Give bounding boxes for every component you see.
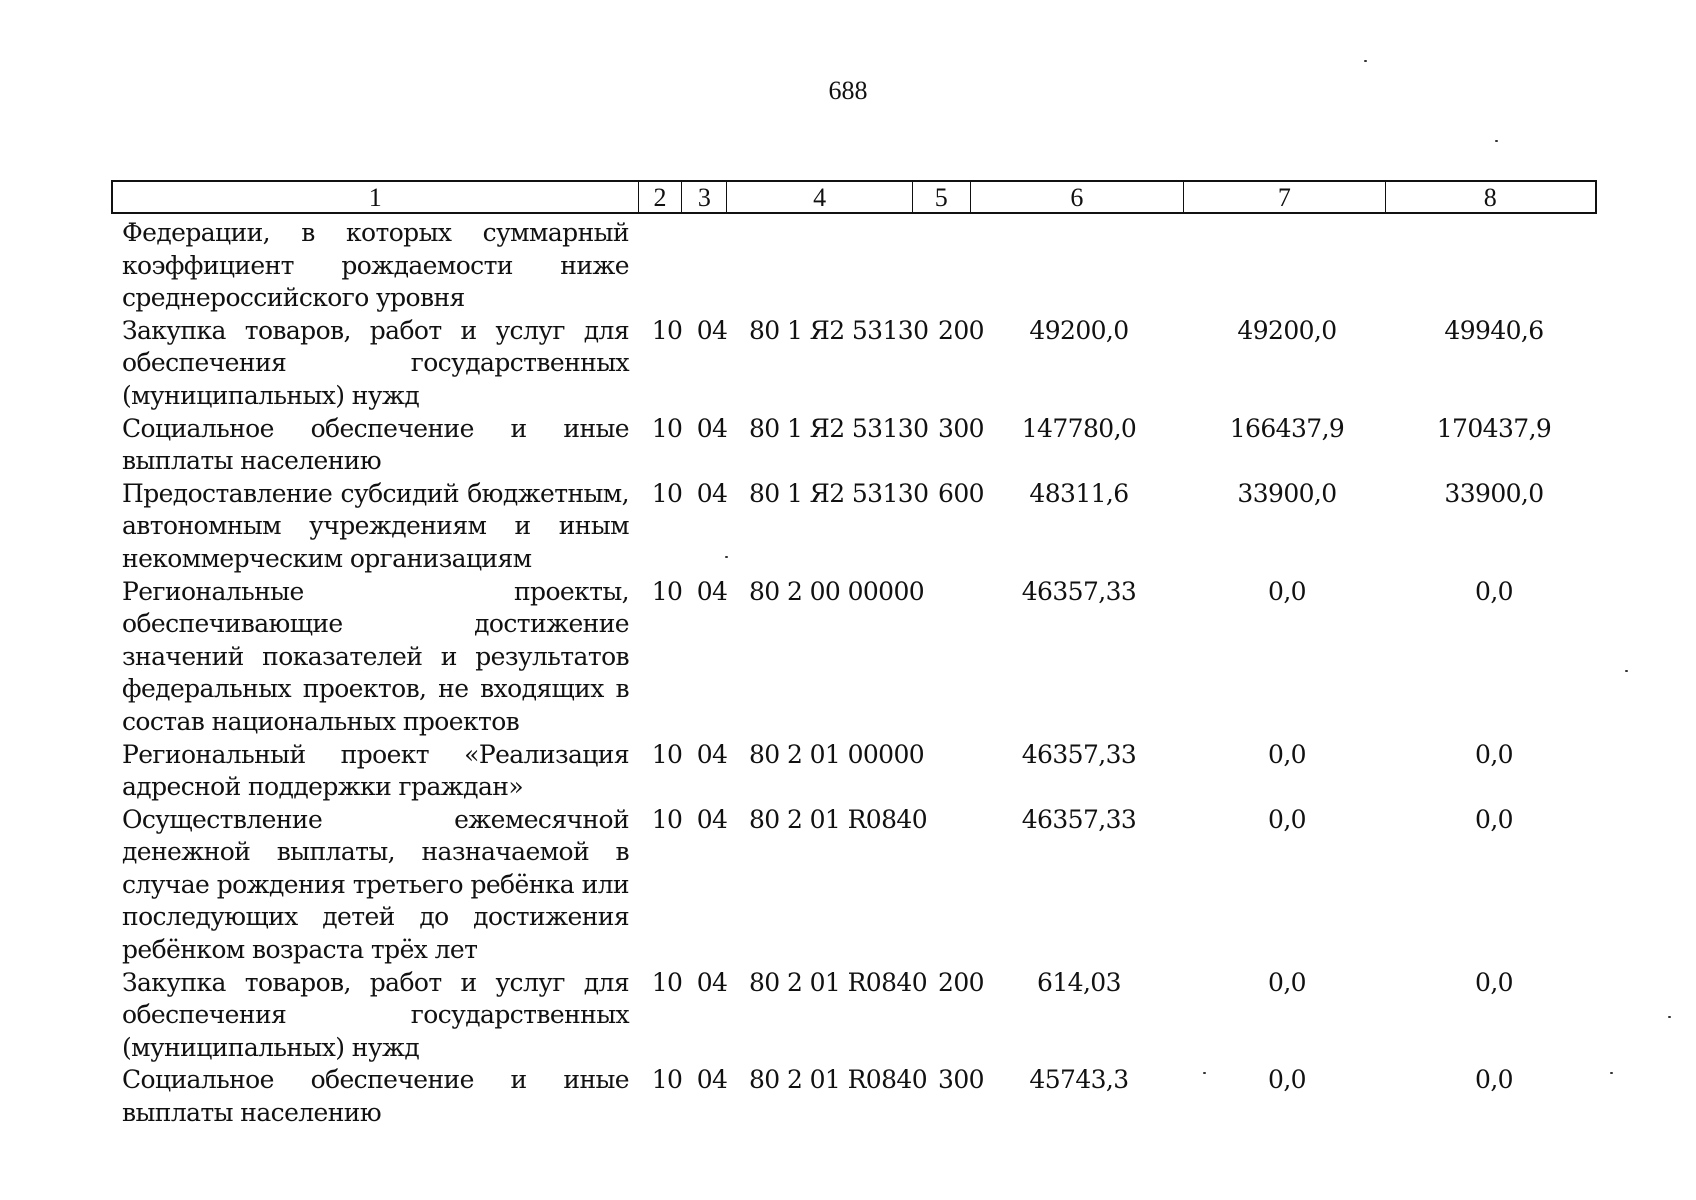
scan-speck (1625, 670, 1628, 672)
row-description: Региональный проект «Реализация адресной поддержки граждан» (122, 739, 629, 802)
cell-target-article: 80 2 00 00000 (749, 576, 925, 606)
cell-amount-col8: 49940,6 (1444, 315, 1544, 345)
cell-target-article: 80 1 Я2 53130 (749, 413, 929, 443)
header-col-5: 5 (913, 182, 971, 212)
scan-speck (1364, 60, 1367, 62)
cell-expense-type: 200 (938, 315, 984, 345)
row-description: Закупка товаров, работ и услуг для обеспечения государственных (муниципальных) нужд (122, 967, 629, 1062)
cell-amount-col6: 147780,0 (1021, 413, 1137, 443)
cell-amount-col7: 166437,9 (1229, 413, 1345, 443)
cell-amount-col8: 0,0 (1475, 576, 1513, 606)
cell-subsection: 04 (696, 967, 728, 997)
cell-amount-col6: 45743,3 (1029, 1065, 1129, 1095)
scan-speck (1610, 1072, 1613, 1074)
cell-subsection: 04 (696, 739, 728, 769)
cell-target-article: 80 2 01 R0840 (749, 804, 928, 834)
cell-amount-col8: 0,0 (1475, 967, 1513, 997)
cell-amount-col7: 0,0 (1268, 804, 1306, 834)
cell-section: 10 (651, 315, 683, 345)
table-row (111, 576, 1597, 739)
table-row (111, 967, 1597, 1065)
row-description: Осуществление ежемесячной денежной выплаты, назначаемой в случае рождения третьего ребёнка или последующих детей до достижения ребёнком возраста трёх лет (122, 804, 629, 965)
cell-amount-col7: 0,0 (1268, 1065, 1306, 1095)
cell-amount-col6: 614,03 (1037, 967, 1121, 997)
header-col-2: 2 (639, 182, 683, 212)
cell-amount-col8: 0,0 (1475, 739, 1513, 769)
cell-section: 10 (651, 1065, 683, 1095)
cell-subsection: 04 (696, 478, 728, 508)
cell-target-article: 80 2 01 R0840 (749, 1065, 928, 1095)
table-body (111, 217, 1597, 1130)
cell-expense-type: 300 (938, 1065, 984, 1095)
cell-amount-col6: 46357,33 (1021, 804, 1137, 834)
cell-section: 10 (651, 413, 683, 443)
row-description: Региональные проекты, обеспечивающие достижение значений показателей и результатов федеральных проектов, не входящих в состав национальных проектов (122, 576, 629, 736)
cell-amount-col7: 0,0 (1268, 967, 1306, 997)
cell-expense-type: 200 (938, 967, 984, 997)
cell-amount-col7: 0,0 (1268, 576, 1306, 606)
table-row (111, 217, 1597, 315)
cell-amount-col8: 170437,9 (1436, 413, 1552, 443)
cell-expense-type: 600 (938, 478, 984, 508)
scan-speck (1668, 1016, 1671, 1018)
row-description: Социальное обеспечение и иные выплаты населению (122, 413, 629, 476)
table-row (111, 315, 1597, 413)
table-row (111, 739, 1597, 804)
row-description: Социальное обеспечение и иные выплаты населению (122, 1065, 629, 1128)
cell-subsection: 04 (696, 804, 728, 834)
cell-section: 10 (651, 478, 683, 508)
cell-target-article: 80 1 Я2 53130 (749, 478, 929, 508)
table-header (111, 180, 1597, 214)
table-row (111, 804, 1597, 967)
scan-speck (725, 556, 728, 558)
scan-speck (1203, 1072, 1206, 1074)
header-col-8: 8 (1483, 183, 1497, 212)
header-col-7: 7 (1184, 182, 1385, 212)
cell-subsection: 04 (696, 315, 728, 345)
cell-subsection: 04 (696, 413, 728, 443)
cell-amount-col6: 48311,6 (1029, 478, 1129, 508)
header-col-1: 1 (113, 182, 639, 212)
cell-amount-col8: 0,0 (1475, 804, 1513, 834)
cell-expense-type: 300 (938, 413, 984, 443)
header-col-6: 6 (971, 182, 1184, 212)
cell-section: 10 (651, 576, 683, 606)
cell-target-article: 80 2 01 00000 (749, 739, 925, 769)
table-row (111, 413, 1597, 478)
table-row (111, 1064, 1597, 1129)
header-col-3: 3 (682, 182, 727, 212)
cell-target-article: 80 1 Я2 53130 (749, 315, 929, 345)
row-description: Закупка товаров, работ и услуг для обеспечения государственных (муниципальных) нужд (122, 315, 629, 410)
scan-speck (1495, 140, 1498, 142)
cell-amount-col7: 49200,0 (1237, 315, 1337, 345)
cell-section: 10 (651, 739, 683, 769)
cell-amount-col6: 46357,33 (1021, 576, 1137, 606)
cell-subsection: 04 (696, 576, 728, 606)
cell-target-article: 80 2 01 R0840 (749, 967, 928, 997)
cell-amount-col6: 46357,33 (1021, 739, 1137, 769)
cell-amount-col6: 49200,0 (1029, 315, 1129, 345)
cell-subsection: 04 (696, 1065, 728, 1095)
table-row (111, 478, 1597, 576)
row-description: Федерации, в которых суммарный коэффициент рождаемости ниже среднероссийского уровня (122, 218, 629, 313)
row-description: Предоставление субсидий бюджетным, автономным учреждениям и иным некоммерческим организациям (122, 478, 629, 573)
cell-amount-col7: 0,0 (1268, 739, 1306, 769)
cell-amount-col8: 0,0 (1475, 1065, 1513, 1095)
cell-amount-col8: 33900,0 (1444, 478, 1544, 508)
cell-section: 10 (651, 804, 683, 834)
page-number: 688 (828, 76, 868, 105)
cell-amount-col7: 33900,0 (1237, 478, 1337, 508)
header-col-4: 4 (727, 182, 913, 212)
cell-section: 10 (651, 967, 683, 997)
